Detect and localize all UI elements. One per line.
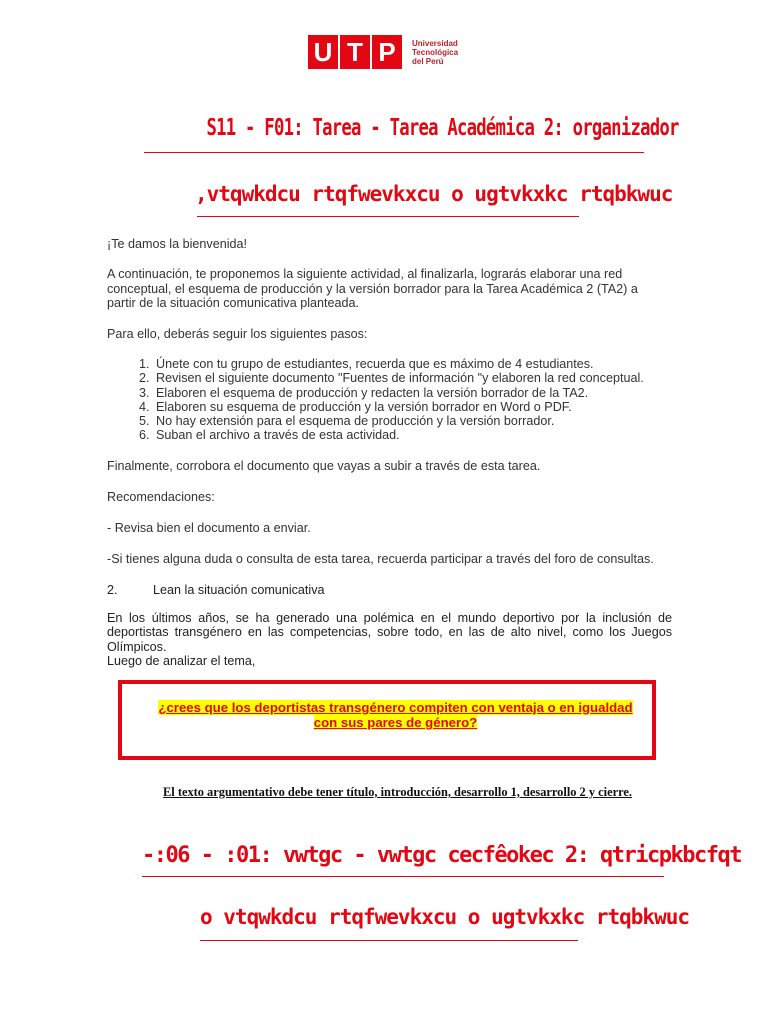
footer-subtitle: o vtqwkdcu rtqfwevkxcu o ugtvkxkc rtqbkwuc <box>200 905 690 929</box>
step-item: 3. Elaboren el esquema de producción y redacten la versión borrador de la TA2. <box>153 386 673 400</box>
section-heading: Lean la situación comunicativa <box>153 583 325 597</box>
recommendation-item: - Revisa bien el documento a enviar. <box>107 521 311 535</box>
analysis-lead-in: Luego de analizar el tema, <box>107 654 256 668</box>
intro-paragraph: A continuación, te proponemos la siguiente actividad, al finalizarla, lograrás elaborar una red conceptual, el esquema de producción y la versión borrador para la Tarea Académica 2 (TA2) a partir de la situación comunicativa planteada. <box>107 267 638 310</box>
step-item: 2. Revisen el siguiente documento "Fuentes de información "y elaboren la red conceptual. <box>153 371 673 385</box>
logo-subtitle <box>412 39 458 66</box>
instruction-text: El texto argumentativo debe tener título, introducción, desarrollo 1, desarrollo 2 y cierre. <box>163 785 632 799</box>
logo-subtitle-line-1: Universidad <box>412 38 458 48</box>
document-subtitle: ,vtqwkdcu rtqfwevkxcu o ugtvkxkc rtqbkwuc <box>195 182 673 206</box>
question-text-wrapper <box>148 700 643 730</box>
logo-letter-u: U <box>308 35 338 69</box>
document-title: S11 - F01: Tarea - Tarea Académica 2: organizador <box>206 115 679 141</box>
steps-intro: Para ello, deberás seguir los siguientes pasos: <box>107 327 368 341</box>
step-item: 6. Suban el archivo a través de esta actividad. <box>153 428 673 442</box>
logo-letter-p: P <box>372 35 402 69</box>
subtitle-rule <box>197 216 579 217</box>
recommendation-item: -Si tienes alguna duda o consulta de esta tarea, recuerda participar a través del foro de consultas. <box>107 552 654 566</box>
finally-paragraph: Finalmente, corrobora el documento que vayas a subir a través de esta tarea. <box>107 459 541 473</box>
greeting-text: ¡Te damos la bienvenida! <box>107 237 248 251</box>
footer-title: -:06 - :01: vwtgc - vwtgc cecfêokec 2: qtricpkbcfqt <box>142 843 742 868</box>
steps-list <box>127 357 673 443</box>
step-item: 4. Elaboren su esquema de producción y la versión borrador en Word o PDF. <box>153 400 673 414</box>
logo-subtitle-line-3: del Perú <box>412 56 444 66</box>
footer-subtitle-rule <box>200 940 578 941</box>
utp-logo <box>308 35 458 69</box>
title-rule <box>144 152 644 153</box>
logo-subtitle-line-2: Tecnológica <box>412 47 459 57</box>
recommendations-heading: Recomendaciones: <box>107 490 215 504</box>
step-item: 1. Únete con tu grupo de estudiantes, recuerda que es máximo de 4 estudiantes. <box>153 357 673 371</box>
question-text: ¿crees que los deportistas transgénero compiten con ventaja o en igualdad con sus pares de género? <box>158 700 633 730</box>
section-number: 2. <box>107 583 118 597</box>
footer-title-rule <box>142 876 664 877</box>
logo-letter-t: T <box>340 35 370 69</box>
step-item: 5. No hay extensión para el esquema de producción y la versión borrador. <box>153 414 673 428</box>
situation-paragraph: En los últimos años, se ha generado una polémica en el mundo deportivo por la inclusión de deportistas transgénero en las competencias, sobre todo, en las de alto nivel, como los Juegos Olímpicos. <box>107 611 672 654</box>
